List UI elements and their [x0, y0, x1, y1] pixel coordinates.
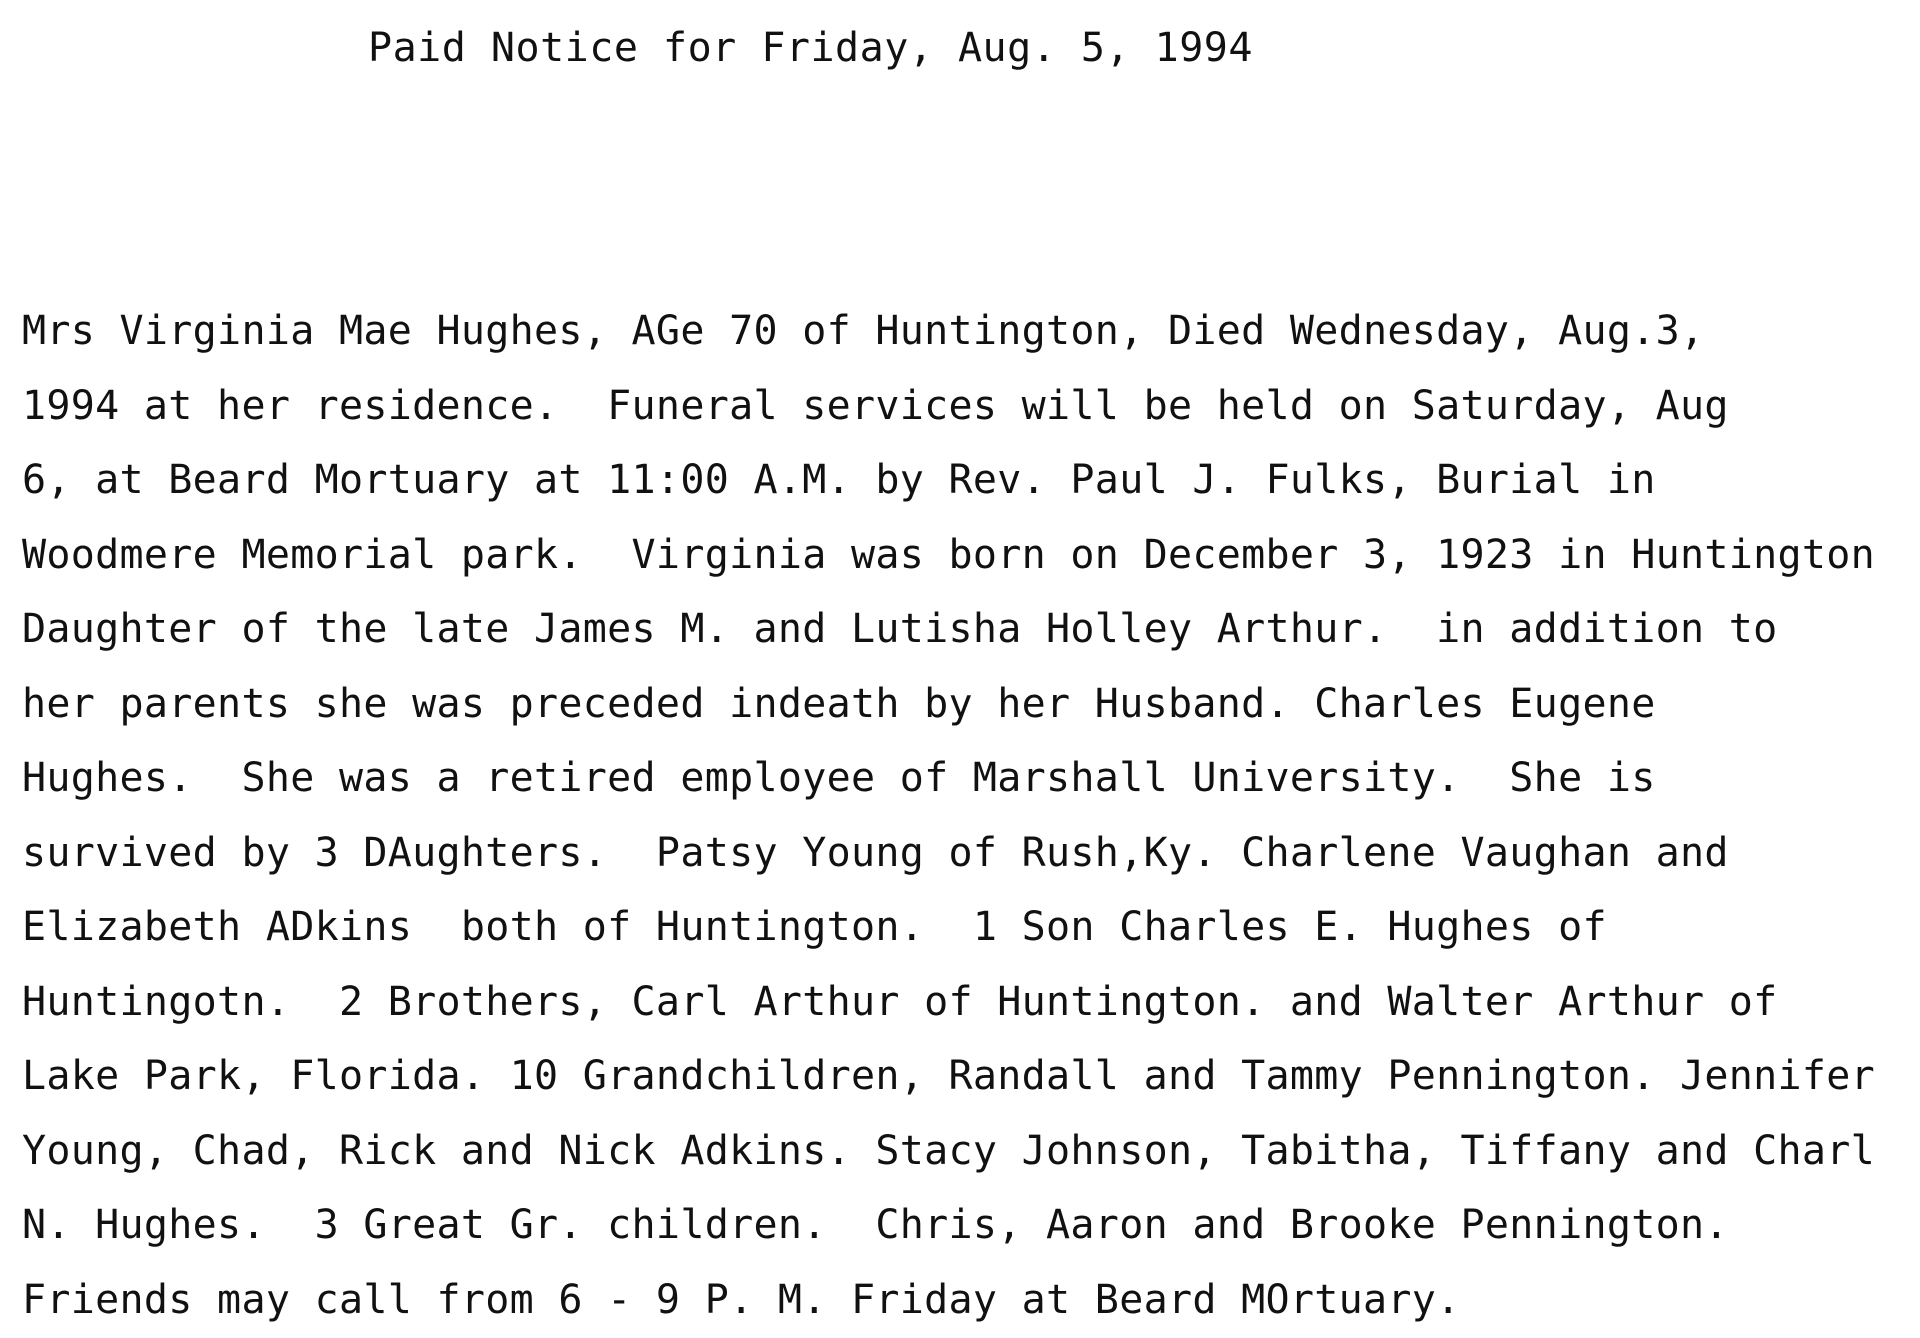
text-line: Huntingotn. 2 Brothers, Carl Arthur of Huntington. and Walter Arthur of	[22, 978, 1778, 1025]
text-line: Friends may call from 6 - 9 P. M. Friday at Beard MOrtuary.	[22, 1276, 1461, 1323]
text-line: survived by 3 DAughters. Patsy Young of Rush,Ky. Charlene Vaughan and	[22, 829, 1729, 876]
text-line: N. Hughes. 3 Great Gr. children. Chris, Aaron and Brooke Pennington.	[22, 1202, 1729, 1248]
text-line: Elizabeth ADkins both of Huntington. 1 Son Charles E. Hughes of	[22, 904, 1607, 950]
text-line: Mrs Virginia Mae Hughes, AGe 70 of Huntington, Died Wednesday, Aug.3,	[22, 308, 1705, 354]
text-line: Daughter of the late James M. and Lutisha Holley Arthur. in addition to	[22, 606, 1778, 652]
text-line: 1994 at her residence. Funeral services will be held on Saturday, Aug	[22, 382, 1729, 429]
text-line: 6, at Beard Mortuary at 11:00 A.M. by Rev. Paul J. Fulks, Burial in	[22, 457, 1656, 503]
text-line: Lake Park, Florida. 10 Grandchildren, Randall and Tammy Pennington. Jennifer	[22, 1053, 1876, 1099]
notice-header: Paid Notice for Friday, Aug. 5, 1994	[368, 25, 1253, 71]
text-line: Hughes. She was a retired employee of Marshall University. She is	[22, 755, 1656, 801]
text-line: her parents she was preceded indeath by her Husband. Charles Eugene	[22, 680, 1656, 727]
text-line: Young, Chad, Rick and Nick Adkins. Stacy Johnson, Tabitha, Tiffany and Charl	[22, 1127, 1876, 1174]
obituary-body	[22, 294, 1912, 1337]
text-line: Woodmere Memorial park. Virginia was born on December 3, 1923 in Huntington	[22, 531, 1876, 578]
